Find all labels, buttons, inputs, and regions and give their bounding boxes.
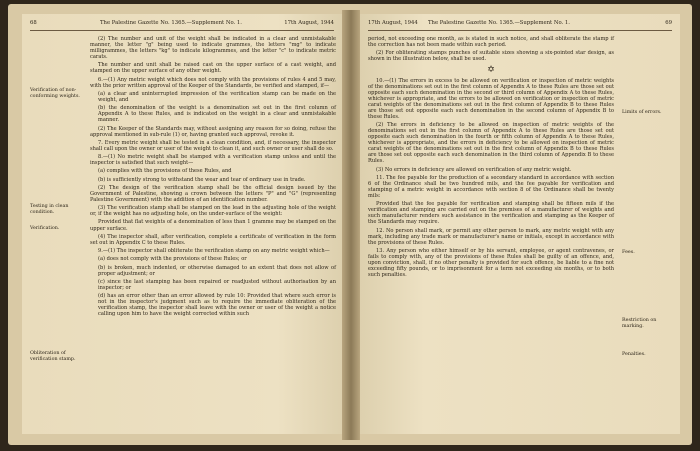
paragraph: 10.—(1) The errors in excess to be allowed on verification or inspection of metric weights of the denominations set out in the first column of Appendix A to these Rules are those set out opposite each such denomination in the second or third column of Appendix A to these Rules, whichever is appropriate, and the errors to be allowed on verification or inspection of metric carat weights of the denominations set out in the first column of Appendix B to these Rules are those set out opposite each such denomination in the second column of Appendix B to these Rules. <box>368 77 614 120</box>
paragraph: (b) is broken, much indented, or otherwise damaged to an extent that does not allow of proper adjustment; or <box>98 264 336 277</box>
right-body-text <box>368 36 614 280</box>
paragraph: 8.—(1) No metric weight shall be stamped with a verification stamp unless and until the inspector is satisfied that such weight— <box>90 154 336 167</box>
paragraph: (3) No errors in deficiency are allowed on verification of any metric weight. <box>376 166 572 173</box>
paragraph: 12. No person shall mark, or permit any other person to mark, any metric weight with any mark, including any trade mark or manufacturer's name or initials, except in accordance with the provisions of these Rules. <box>368 227 614 246</box>
paragraph: The number and unit shall be raised cast on the upper surface of a cast weight, and stamped on the upper surface of any other weight. <box>90 62 336 75</box>
paragraph: (2) The Keeper of the Standards may, without assigning any reason for so doing, refuse the approval mentioned in sub-rule (1) or, having granted such approval, revoke it. <box>90 125 336 138</box>
margin-note: Restriction on marking. <box>622 318 657 329</box>
paragraph: (b) the denomination of the weight is a denomination set out in the first column of Appendix A to these Rules, and is indicated on the weight in a clear and unmistakable manner. <box>98 105 336 124</box>
paragraph: 7. Every metric weight shall be tested in a clean condition, and, if necessary, the inspector shall call upon the owner or user of the weight to clean it, and such owner or user shall do so. <box>90 139 336 152</box>
margin-note: Verification of non-conforming weights. <box>30 88 80 99</box>
paragraph: (b) is sufficiently strong to withstand the wear and tear of ordinary use in trade. <box>98 176 306 183</box>
left-page <box>22 14 342 434</box>
left-page-header <box>30 18 334 31</box>
six-pointed-star-icon: ✡ <box>487 64 495 75</box>
right-page <box>360 14 680 434</box>
issue-date: 17th August, 1944 <box>284 20 334 26</box>
paragraph: (2) The design of the verification stamp shall be the official design issued by the Government of Palestine, showing a crown between the letters "P" and "G" (representing Palestine Government) with the addition of an identification number. <box>90 184 336 203</box>
issue-date: 17th August, 1944 <box>368 20 418 26</box>
paragraph: (a) does not comply with the provisions of these Rules; or <box>98 256 247 263</box>
open-book <box>8 4 692 445</box>
paragraph: (2) For obliterating stamps punches of suitable sizes showing a six-pointed star design, as shown in the illustration below, shall be used. <box>368 50 614 63</box>
paragraph: (c) since the last stamping has been repaired or readjusted without authorisation by an inspector; or <box>98 278 336 291</box>
margin-note: Testing in clean condition. <box>30 204 69 215</box>
paragraph: (2) The errors in deficiency to be allowed on inspection of metric weights of the denominations set out in the first column of Appendix A to these Rules are those set out opposite each such denomination in the fourth or fifth column of Appendix A to these Rules, whichever is appropriate, and the errors in deficiency to be allowed on inspection of metric carat weights of the denominations set out in the first column of Appendix B to these Rules are those set out opposite each such denomination in the third column of Appendix B to these Rules. <box>368 122 614 165</box>
paragraph: (a) a clear and uninterrupted impression of the verification stamp can be made on the weight, and <box>98 90 336 103</box>
page-number: 68 <box>30 20 37 26</box>
paragraph: Provided that the fee payable for verification and stamping shall be fifteen mils if the verification and stamping are carried out on the premises of a manufacturer of weights and such manufacturer renders such assistance in the verification and stamping as the Keeper of the Standards may require. <box>368 201 614 226</box>
paragraph: (d) has an error other than an error allowed by rule 10: Provided that where such error is not in the inspector's judgment such as to require the immediate obliteration of the verification stamp, the inspector shall leave with the owner or user of the weight a notice calling upon him to have the weight corrected within such <box>98 293 336 318</box>
gazette-title: The Palestine Gazette No. 1365.—Supplement No. 1. <box>100 20 242 26</box>
paragraph: Provided that flat weights of a denomination of less than 1 gramme may be stamped on the upper surface. <box>90 219 336 232</box>
paragraph: 11. The fee payable for the production of a secondary standard in accordance with section 6 of the Ordinance shall be two hundred mils, and the fee payable for verification and stamping of a metric weight in accordance with section 8 of the Ordinance shall be twenty mils: <box>368 174 614 199</box>
paragraph: (4) The inspector shall, after verification, complete a certificate of verification in the form set out in Appendix C to these Rules. <box>90 233 336 246</box>
paragraph: 9.—(1) The inspector shall obliterate the verification stamp on any metric weight which— <box>98 248 330 255</box>
margin-note: Limits of errors. <box>622 110 662 115</box>
paragraph: (2) The number and unit of the weight shall be indicated in a clear and unmistakable manner, the letter "g" being used to indicate grammes, the letters "mg" to indicate milligrammes, the letters "kg" to indicate kilogrammes, and the letter "c" to indicate metric carats. <box>90 36 336 61</box>
paragraph: period, not exceeding one month, as is stated in such notice, and shall obliterate the stamp if the correction has not been made within such period. <box>368 36 614 49</box>
margin-note: Fees. <box>622 250 635 255</box>
page-number: 69 <box>665 20 672 26</box>
margin-note: Penalties. <box>622 352 646 357</box>
book-gutter <box>342 10 360 440</box>
gazette-title: The Palestine Gazette No. 1365.—Supplement No. 1. <box>428 20 570 26</box>
margin-note: Obliteration of verification stamp. <box>30 351 76 362</box>
paragraph: (3) The verification stamp shall be stamped on the lead in the adjusting hole of the weight or, if the weight has no adjusting hole, on the under-surface of the weight: <box>90 205 336 218</box>
right-page-header <box>368 18 672 31</box>
margin-note: Verification. <box>30 226 60 231</box>
paragraph: 13. Any person who either himself or by his servant, employee, or agent contravenes, or fails to comply with, any of the provisions of these Rules shall be guilty of an offence, and, upon conviction, shall, if no other penalty is provided for such offence, be liable to a fine not exceeding fifty pounds, or to imprisonment for a term not exceeding six months, or to both such penalties. <box>368 247 614 279</box>
paragraph: 6.—(1) Any metric weight which does not comply with the provisions of rules 4 and 5 may, with the prior written approval of the Keeper of the Standards, be verified and stamped, if— <box>90 76 336 89</box>
paragraph: (a) complies with the provisions of these Rules, and <box>98 168 232 175</box>
left-body-text <box>90 36 336 319</box>
